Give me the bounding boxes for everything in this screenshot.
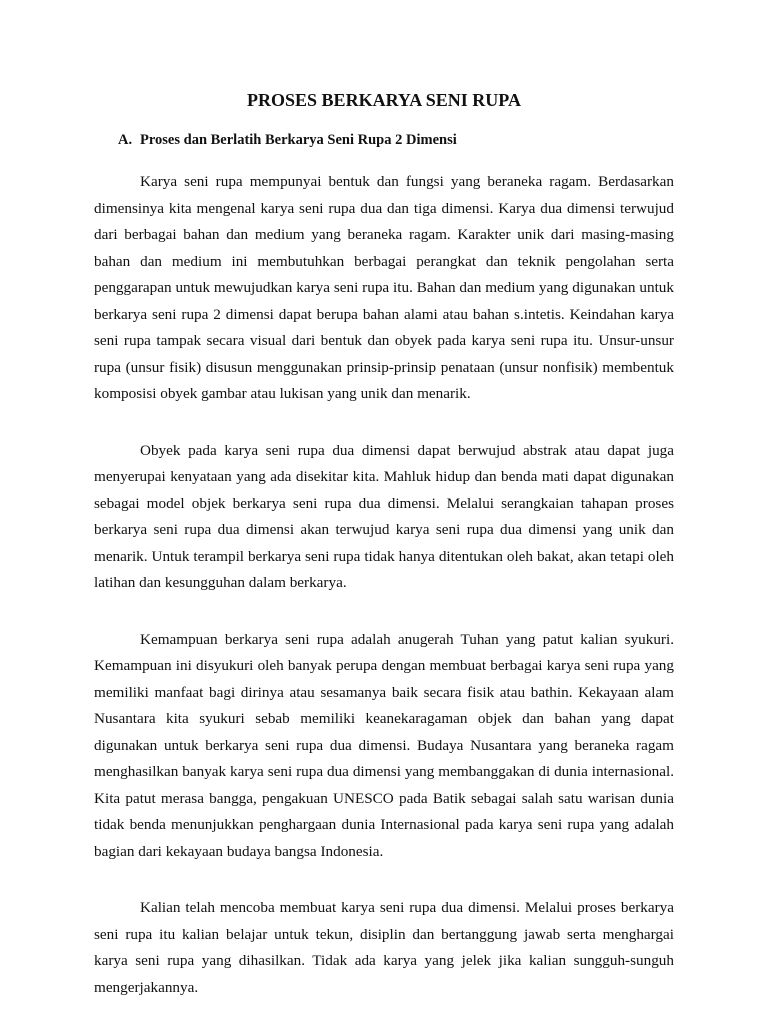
section-heading-text: Proses dan Berlatih Berkarya Seni Rupa 2 Dimensi (140, 132, 457, 148)
section-marker: A. (118, 132, 133, 148)
paragraph-2: Obyek pada karya seni rupa dua dimensi dapat berwujud abstrak atau dapat juga menyerupai kenyataan yang ada disekitar kita. Mahluk hidup dan benda mati dapat digunakan sebagai model objek berkarya seni rupa dua dimensi. Melalui serangkaian tahapan proses berkarya seni rupa dua dimensi akan terwujud karya seni rupa dua dimensi yang unik dan menarik. Untuk terampil berkarya seni rupa tidak hanya ditentukan oleh bakat, akan tetapi oleh latihan dan kesungguhan dalam berkarya. (94, 441, 674, 591)
document-title: PROSES BERKARYA SENI RUPA (247, 90, 521, 110)
paragraph-4: Kalian telah mencoba membuat karya seni rupa dua dimensi. Melalui proses berkarya seni rupa itu kalian belajar untuk tekun, disiplin dan bertanggung jawab serta menghargai karya seni rupa yang dihasilkan. Tidak ada karya yang jelek jika kalian sungguh-sunguh mengerjakannya. (94, 899, 674, 996)
paragraph-3: Kemampuan berkarya seni rupa adalah anugerah Tuhan yang patut kalian syukuri. Kemampuan ini disyukuri oleh banyak perupa dengan membuat berbagai karya seni rupa yang memiliki manfaat bagi dirinya atau sesamanya baik secara fisik atau bathin. Kekayaan alam Nusantara kita syukuri sebab memiliki keanekaragaman objek dan bahan yang dapat digunakan untuk berkarya seni rupa dua dimensi. Budaya Nusantara yang beraneka ragam menghasilkan banyak karya seni rupa dua dimensi yang membanggakan di dunia internasional. Kita patut merasa bangga, pengakuan UNESCO pada Batik sebagai salah satu warisan dunia tidak benda menunjukkan penghargaan dunia Internasional pada karya seni rupa yang adalah bagian dari kekayaan budaya bangsa Indonesia. (94, 630, 674, 860)
body-text (94, 169, 674, 1031)
section-heading (118, 130, 457, 150)
paragraph-1: Karya seni rupa mempunyai bentuk dan fungsi yang beraneka ragam. Berdasarkan dimensinya kita mengenal karya seni rupa dua dan tiga dimensi. Karya dua dimensi terwujud dari berbagai bahan dan medium yang beraneka ragam. Karakter unik dari masing-masing bahan dan medium ini membutuhkan berbagai perangkat dan teknik pengolahan serta penggarapan untuk mewujudkan karya seni rupa itu. Bahan dan medium yang digunakan untuk berkarya seni rupa 2 dimensi dapat berupa bahan alami atau bahan s.intetis. Keindahan karya seni rupa tampak secara visual dari bentuk dan obyek pada karya seni rupa itu. Unsur-unsur rupa (unsur fisik) disusun menggunakan prinsip-prinsip penataan (unsur nonfisik) membentuk komposisi obyek gambar atau lukisan yang unik dan menarik. (94, 173, 674, 402)
